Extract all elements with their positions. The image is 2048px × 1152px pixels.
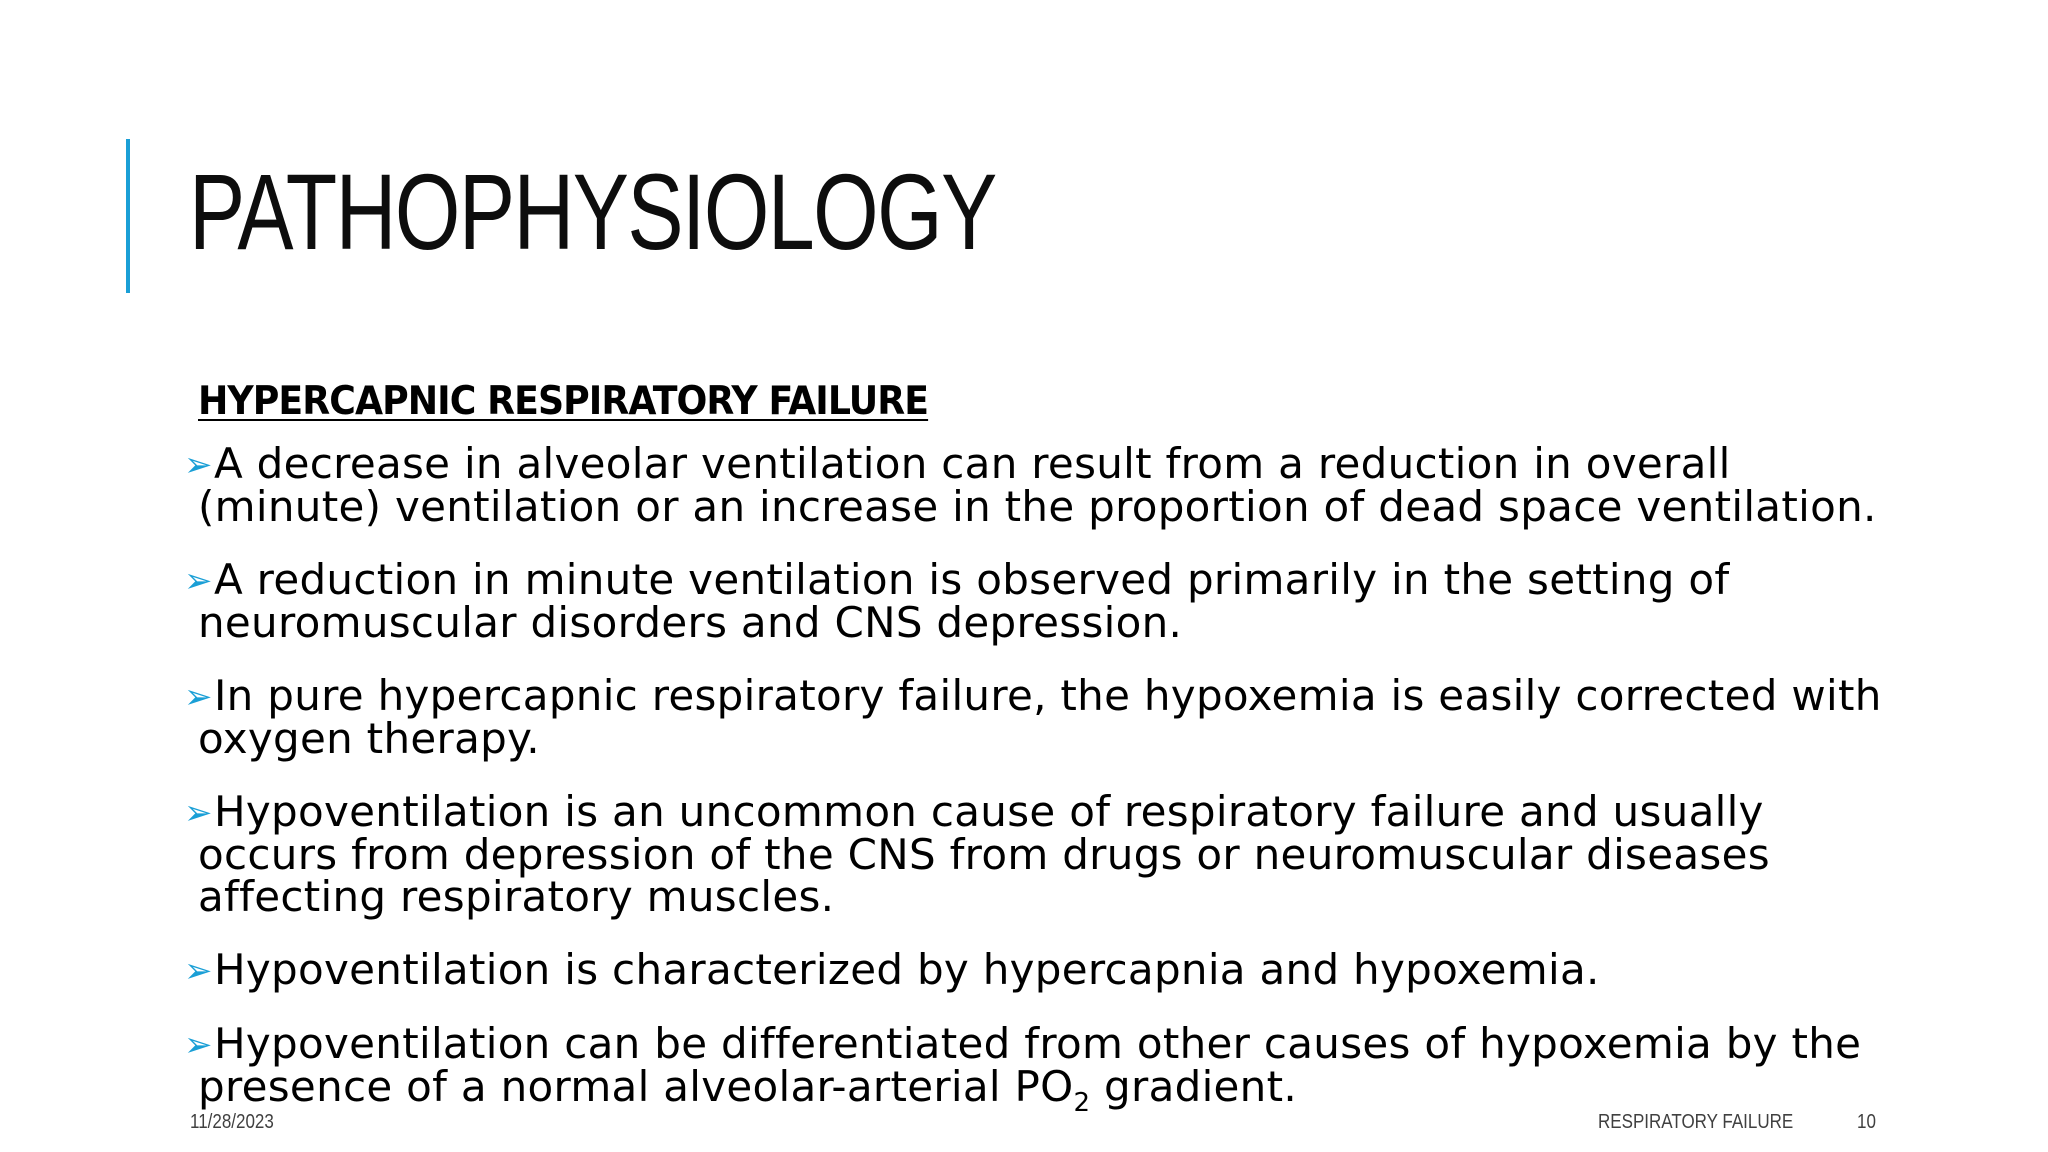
- bullet-text: A decrease in alveolar ventilation can result from a reduction in overall (minute) ventilation or an increase in the proportion of dead space ventilation.: [198, 438, 1877, 531]
- bullet-item: [184, 1018, 1904, 1118]
- bullet-list: [184, 438, 1904, 1118]
- arrow-bullet-icon: ➢: [184, 560, 213, 601]
- bullet-text: Hypoventilation is an uncommon cause of respiratory failure and usually occurs from depression of the CNS from drugs or neuromuscular diseases affecting respiratory muscles.: [198, 786, 1770, 921]
- footer-title: RESPIRATORY FAILURE: [1598, 1111, 1794, 1133]
- footer-page-number: 10: [1857, 1111, 1876, 1133]
- arrow-bullet-icon: ➢: [184, 950, 213, 991]
- title-accent-bar: [126, 139, 130, 293]
- arrow-bullet-icon: ➢: [184, 444, 213, 485]
- bullet-item: [184, 438, 1904, 531]
- arrow-bullet-icon: ➢: [184, 792, 213, 833]
- bullet-item: [184, 670, 1904, 763]
- arrow-bullet-icon: ➢: [184, 676, 213, 717]
- bullet-text: Hypoventilation is characterized by hypercapnia and hypoxemia.: [214, 944, 1600, 994]
- arrow-bullet-icon: ➢: [184, 1024, 213, 1065]
- bullet-item: [184, 786, 1904, 921]
- bullet-item: [184, 944, 1904, 994]
- section-heading: HYPERCAPNIC RESPIRATORY FAILURE: [198, 379, 929, 424]
- subscript-2: 2: [1073, 1087, 1091, 1118]
- footer-date: 11/28/2023: [190, 1111, 274, 1133]
- bullet-item: [184, 554, 1904, 647]
- slide-title: PATHOPHYSIOLOGY: [189, 151, 996, 272]
- bullet-text: A reduction in minute ventilation is observed primarily in the setting of neuromuscular disorders and CNS depression.: [198, 554, 1730, 647]
- bullet-text: In pure hypercapnic respiratory failure, the hypoxemia is easily corrected with oxygen therapy.: [198, 670, 1882, 763]
- bullet-text-end: gradient.: [1090, 1061, 1298, 1111]
- slide-content: [184, 380, 1904, 1139]
- bullet-text: Hypoventilation can be differentiated from other causes of hypoxemia by the presence of a normal alveolar-arterial PO: [198, 1018, 1862, 1111]
